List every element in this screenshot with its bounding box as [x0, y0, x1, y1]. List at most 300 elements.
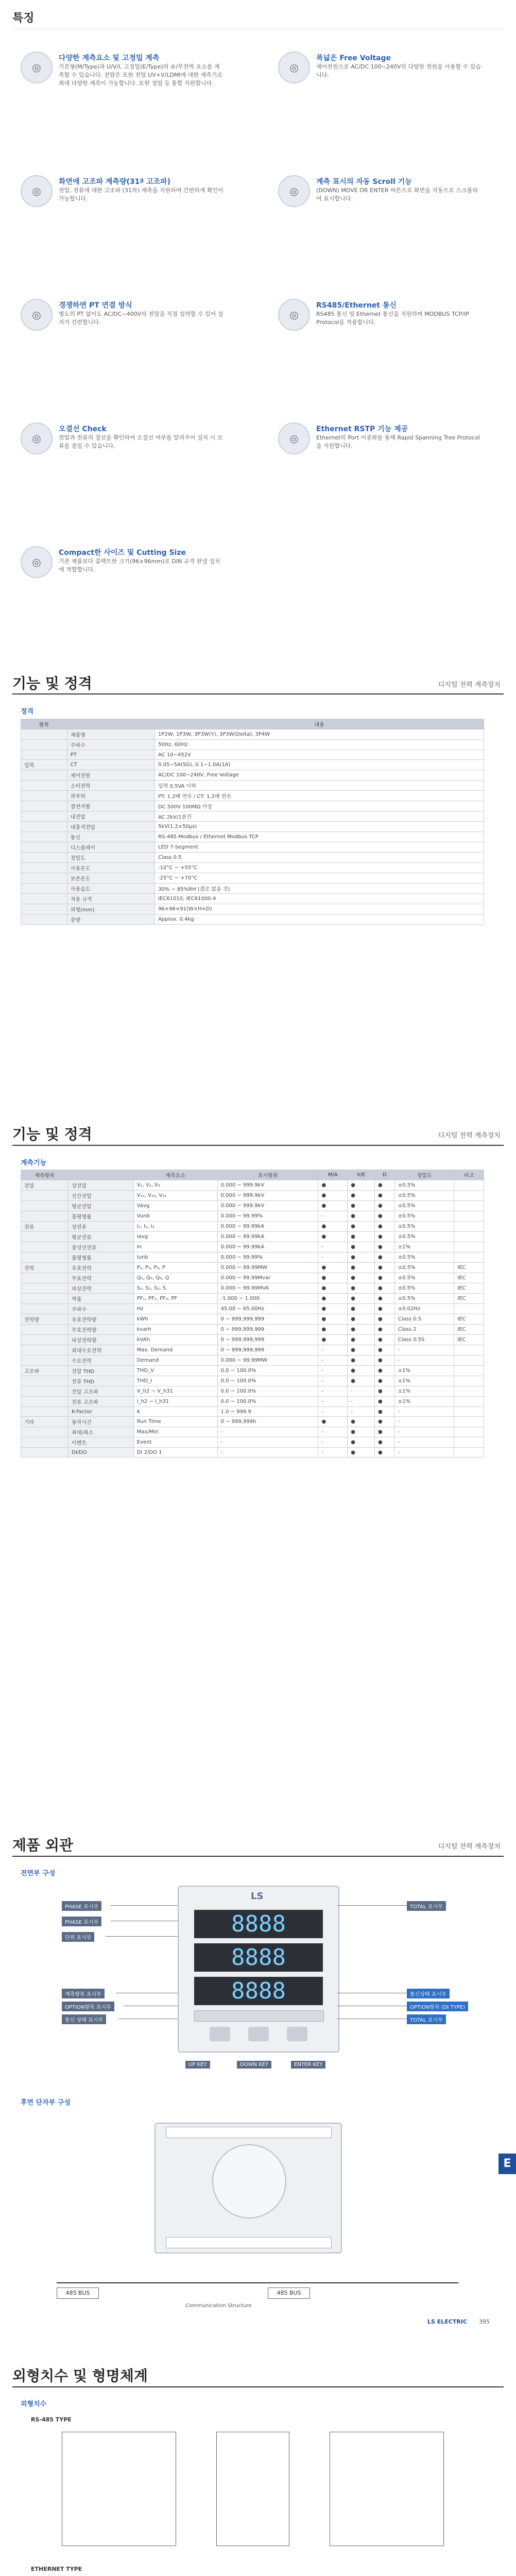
table-cell — [454, 1366, 484, 1376]
table-row — [21, 1417, 484, 1427]
table-row — [21, 1222, 484, 1232]
table-cell: ● — [318, 1263, 348, 1273]
table-cell: IEC — [454, 1263, 484, 1273]
table-cell — [21, 770, 67, 781]
type1-label: RS-485 TYPE — [31, 2416, 72, 2423]
table-cell — [454, 1407, 484, 1417]
table-header: 내용 — [155, 719, 484, 730]
table-cell: ● — [374, 1345, 394, 1355]
table-cell: ● — [318, 1294, 348, 1304]
label-up-key: UP KEY — [185, 2061, 210, 2069]
table-cell: IEC61010, IEC61000-4 — [155, 894, 484, 904]
power-icon: ◎ — [278, 52, 310, 83]
brand-footer: LS ELECTRIC — [427, 2318, 468, 2325]
table-cell — [454, 1397, 484, 1407]
table-cell: ● — [318, 1417, 348, 1427]
table-cell: 유효전력 — [68, 1263, 134, 1273]
table-cell: 제품명 — [67, 730, 154, 740]
table-cell: - — [394, 1355, 454, 1366]
table-cell — [21, 1355, 68, 1366]
table-cell: ● — [348, 1201, 375, 1211]
table-cell — [21, 1376, 68, 1386]
outline-section-divider — [12, 1856, 504, 1857]
table-cell: - — [318, 1386, 348, 1397]
table-cell: 역률 — [68, 1294, 134, 1304]
table-cell: ● — [374, 1211, 394, 1222]
table-cell: 전류 — [21, 1222, 68, 1232]
table-cell: ● — [348, 1232, 375, 1242]
table-cell: -10°C ~ +55°C — [155, 863, 484, 873]
table-cell: ● — [374, 1376, 394, 1386]
table-cell: AC/DC 100~240V, Free Voltage — [155, 770, 484, 781]
table-cell: THD_I — [133, 1376, 217, 1386]
table-cell: 96×96×91(W×H×D) — [155, 904, 484, 914]
feature-desc: RS485 통신 및 Ethernet 통신을 지원하며 MODBUS TCP/IP Protocol을 적용합니다. — [316, 311, 469, 326]
terminal-subtitle: 후면 단자부 구성 — [21, 2099, 71, 2107]
table-cell: 0 ~ 999,999,999 — [217, 1314, 318, 1325]
table-cell: 과부하 — [67, 791, 154, 801]
table-cell: ● — [374, 1294, 394, 1304]
table-cell — [21, 822, 67, 832]
table-cell — [21, 811, 67, 822]
table-cell: 0.000 ~ 99.99% — [217, 1252, 318, 1263]
feature-item — [21, 546, 500, 598]
table-cell — [21, 1448, 68, 1458]
table-cell: ● — [348, 1273, 375, 1283]
table-cell: S₁, S₂, S₃, S — [133, 1283, 217, 1294]
table-cell: ● — [348, 1335, 375, 1345]
table-cell — [21, 832, 67, 842]
table-cell: ● — [348, 1417, 375, 1427]
page-number: 395 — [479, 2318, 490, 2325]
table-cell: - — [318, 1376, 348, 1386]
label-measure-item: 계측항목 표시부 — [62, 1989, 105, 1998]
feature-title: 화면에 고조파 계측량(31ª 고조파) — [59, 178, 171, 186]
table-cell: ● — [374, 1448, 394, 1458]
table-header — [67, 719, 154, 730]
table-cell: PT: 1.2배 연속 / CT: 1.2배 연속 — [155, 791, 484, 801]
table-cell: ±0.5% — [394, 1252, 454, 1263]
measurement-table — [21, 1170, 484, 1458]
table-cell: ● — [348, 1211, 375, 1222]
leader-line-l1 — [111, 1905, 178, 1906]
up-key-button[interactable] — [210, 2027, 230, 2041]
table-cell: Event — [133, 1437, 217, 1448]
table-cell: ● — [374, 1386, 394, 1397]
table-cell — [21, 1191, 68, 1201]
bus-left-box: 485 BUS — [57, 2287, 99, 2299]
table-cell: ±0.5% — [394, 1222, 454, 1232]
table-cell: ±1% — [394, 1386, 454, 1397]
table-row — [21, 750, 484, 760]
table-cell — [454, 1201, 484, 1211]
label-comm-right: 통신상태 표시부 — [407, 1989, 450, 1998]
table-row — [21, 904, 484, 914]
table-cell: 이벤트 — [68, 1437, 134, 1448]
table-row — [21, 740, 484, 750]
table-cell: 0.000 ~ 99.99% — [217, 1211, 318, 1222]
table-cell — [21, 884, 67, 894]
table-row — [21, 1252, 484, 1263]
table-cell — [21, 894, 67, 904]
display-icon: ◎ — [21, 175, 53, 207]
table-row — [21, 884, 484, 894]
table-cell: 0.05~5A(5G), 0.1~1.0A(1A) — [155, 760, 484, 770]
table-cell: DC 500V 100MΩ 이상 — [155, 801, 484, 811]
comm-station-label: Communication Structure — [185, 2303, 252, 2309]
table-cell: 유효전력량 — [68, 1314, 134, 1325]
table-cell: 전압 — [21, 1180, 68, 1191]
table-cell: V₁, V₂, V₃ — [133, 1180, 217, 1191]
table-cell: -25°C ~ +70°C — [155, 873, 484, 884]
table-cell — [21, 1335, 68, 1345]
table-cell: ● — [374, 1335, 394, 1345]
table-cell: - — [318, 1355, 348, 1366]
table-cell: 입력 0.5VA 이하 — [155, 781, 484, 791]
table-cell: Run Time — [133, 1417, 217, 1427]
table-cell: THD_V — [133, 1366, 217, 1376]
table-cell: - — [217, 1427, 318, 1437]
table-cell: ● — [348, 1437, 375, 1448]
pt-ct-icon: ◎ — [21, 299, 53, 331]
feature-desc: Ethernet의 Port 이중화를 통해 Rapid Spanning Tree Protocol을 지원합니다. — [316, 434, 480, 449]
table-cell — [21, 781, 67, 791]
table-row — [21, 1427, 484, 1437]
table-cell: - — [318, 1397, 348, 1407]
table-cell: Max/Min — [133, 1427, 217, 1437]
table-cell: ● — [348, 1294, 375, 1304]
bus-right-box: 485 BUS — [268, 2287, 310, 2299]
down-key-button[interactable] — [248, 2027, 269, 2041]
table-cell: 불평형률 — [68, 1252, 134, 1263]
table-cell — [21, 1304, 68, 1314]
table-cell: ±0.5% — [394, 1211, 454, 1222]
table-cell — [454, 1376, 484, 1386]
table-row — [21, 1242, 484, 1252]
table-cell: 보존온도 — [67, 873, 154, 884]
table-row — [21, 1437, 484, 1448]
terminal-strip-top — [166, 2127, 332, 2138]
table-cell: Max. Demand — [133, 1345, 217, 1355]
table-cell: - — [318, 1407, 348, 1417]
table-cell: ● — [348, 1283, 375, 1294]
section-tab: E — [498, 2154, 516, 2174]
table-row — [21, 1386, 484, 1397]
table-cell: 피상전력량 — [68, 1335, 134, 1345]
table-cell — [21, 750, 67, 760]
table-cell: 상전류 — [68, 1222, 134, 1232]
table-cell: - — [318, 1242, 348, 1252]
table-cell — [21, 1397, 68, 1407]
table-cell: ● — [348, 1304, 375, 1314]
table-cell: ● — [318, 1191, 348, 1201]
table-row — [21, 1191, 484, 1201]
table-cell: 중성선전류 — [68, 1242, 134, 1252]
table-cell: 외형(mm) — [67, 904, 154, 914]
table-row — [21, 770, 484, 781]
table-row — [21, 1376, 484, 1386]
table-cell: Vavg — [133, 1201, 217, 1211]
table-cell — [454, 1345, 484, 1355]
digit-row-2: 8888 — [194, 1943, 323, 1972]
table-cell: ● — [348, 1242, 375, 1252]
table-row — [21, 1345, 484, 1355]
table-header: 표시범위 — [217, 1170, 318, 1180]
label-total-top: TOTAL 표시부 — [407, 1901, 446, 1911]
table-cell: 제어전원 — [67, 770, 154, 781]
table-row — [21, 842, 484, 853]
table-cell: K — [133, 1407, 217, 1417]
table-cell — [21, 1273, 68, 1283]
feature-desc: 전압과 전류의 결선을 확인하여 오결선 여부를 알려주어 설치 시 오류를 줄일 수 있습니다. — [59, 434, 223, 449]
func-section-divider — [12, 1145, 504, 1146]
table-cell: - — [394, 1427, 454, 1437]
table-row — [21, 1232, 484, 1242]
front-subtitle: 전면부 구성 — [21, 1870, 56, 1877]
table-cell: ±1% — [394, 1397, 454, 1407]
feature-title: RS485/Ethernet 통신 — [316, 301, 397, 310]
table-cell: ● — [348, 1427, 375, 1437]
table-cell: ● — [348, 1314, 375, 1325]
table-cell: 불평형률 — [68, 1211, 134, 1222]
table-cell: 무효전력 — [68, 1273, 134, 1283]
table-cell — [21, 801, 67, 811]
table-cell — [21, 1242, 68, 1252]
table-cell: AC 2kV/1분간 — [155, 811, 484, 822]
table-cell: ● — [374, 1366, 394, 1376]
table-cell: ● — [318, 1335, 348, 1345]
table-cell: ±0.5% — [394, 1263, 454, 1273]
indicator-strip — [194, 2010, 324, 2022]
leader-line-r1 — [337, 1905, 407, 1906]
table-cell: 전압 THD — [68, 1366, 134, 1376]
table-cell: AC 10~452V — [155, 750, 484, 760]
table-cell — [454, 1386, 484, 1397]
table-cell — [21, 914, 67, 925]
label-down-key: DOWN KEY — [237, 2061, 271, 2069]
type2-label: ETHERNET TYPE — [31, 2566, 82, 2572]
table-row — [21, 1304, 484, 1314]
table-cell: IEC — [454, 1325, 484, 1335]
table-header — [68, 1170, 134, 1180]
table-cell: ● — [374, 1417, 394, 1427]
table-row — [21, 1283, 484, 1294]
label-phase-1: PHASE 표시부 — [62, 1901, 101, 1911]
table-cell — [21, 1386, 68, 1397]
table-header: M/A — [318, 1170, 348, 1180]
table-header: 계측요소 — [133, 1170, 217, 1180]
table-cell: ● — [318, 1222, 348, 1232]
table-cell: - — [394, 1437, 454, 1448]
type1-front-drawing — [62, 2432, 176, 2546]
rating-table — [21, 719, 484, 925]
func-subtitle: 계측기능 — [21, 1159, 47, 1167]
table-cell: - — [318, 1252, 348, 1263]
table-cell: 0.000 ~ 99.99MW — [217, 1263, 318, 1273]
table-row — [21, 1201, 484, 1211]
table-row — [21, 1263, 484, 1273]
table-cell: ±0.5% — [394, 1180, 454, 1191]
table-cell: ● — [318, 1325, 348, 1335]
table-row — [21, 760, 484, 770]
table-cell: 0.000 ~ 99.99Mvar — [217, 1273, 318, 1283]
feature-item — [278, 299, 516, 350]
table-cell — [21, 842, 67, 853]
table-cell: - — [318, 1427, 348, 1437]
table-row — [21, 1294, 484, 1304]
table-row — [21, 730, 484, 740]
label-enter-key: ENTER KEY — [291, 2061, 325, 2069]
table-cell: ±0.5% — [394, 1283, 454, 1294]
table-cell: CT — [67, 760, 154, 770]
table-cell — [454, 1222, 484, 1232]
spec-section-right: 디지털 전력 계측장치 — [438, 681, 501, 689]
table-cell: IEC — [454, 1314, 484, 1325]
table-cell: 무효전력량 — [68, 1325, 134, 1335]
table-cell: 0.000 ~ 99.99kA — [217, 1242, 318, 1252]
feature-desc: 기본형(M/Type)과 U/V/I, 고정밀(E/Type)의 유/무전력 요소를 계측할 수 있습니다. 전압은 또한 전압 UV+V/LDMI에 대한 계측기로 최대 다양한 계측이 가능합니다. 또한 정밀 등 통합 지원합니다. — [59, 63, 222, 87]
table-cell: LED 7-Segment — [155, 842, 484, 853]
table-cell — [21, 1201, 68, 1211]
table-cell: V₁₂, V₂₃, V₃₁ — [133, 1191, 217, 1201]
table-cell — [21, 1407, 68, 1417]
feature-title: 다양한 계측요소 및 고정밀 계측 — [59, 54, 160, 62]
dimension-divider — [12, 2386, 504, 2387]
table-cell — [21, 1294, 68, 1304]
table-cell: 전력 — [21, 1263, 68, 1273]
table-cell: PT — [67, 750, 154, 760]
table-cell: IEC — [454, 1335, 484, 1345]
table-cell: kWh — [133, 1314, 217, 1325]
outline-section-right: 디지털 전력 계측장치 — [438, 1843, 501, 1851]
table-cell: ● — [318, 1232, 348, 1242]
outline-section-title: 제품 외관 — [12, 1837, 73, 1854]
table-cell — [21, 1437, 68, 1448]
table-row — [21, 1366, 484, 1376]
table-cell — [454, 1252, 484, 1263]
rear-circle — [212, 2144, 286, 2218]
table-cell: 5kV(1.2×50μs) — [155, 822, 484, 832]
table-cell: 평균전압 — [68, 1201, 134, 1211]
table-cell: I₁, I₂, I₃ — [133, 1222, 217, 1232]
table-cell: 사용온도 — [67, 863, 154, 873]
table-cell — [454, 1448, 484, 1458]
table-cell: 선간전압 — [68, 1191, 134, 1201]
table-cell: 사용습도 — [67, 884, 154, 894]
rear-terminal-device — [154, 2123, 342, 2253]
table-cell: Class 0.5S — [394, 1335, 454, 1345]
table-cell: - — [318, 1437, 348, 1448]
table-cell — [21, 1427, 68, 1437]
table-cell: DI/DO — [68, 1448, 134, 1458]
table-header: 비고 — [454, 1170, 484, 1180]
table-row — [21, 801, 484, 811]
table-cell: ● — [348, 1191, 375, 1201]
table-cell — [21, 1252, 68, 1263]
table-cell: 적용 규격 — [67, 894, 154, 904]
dimension-subtitle: 외형치수 — [21, 2400, 47, 2408]
table-cell: ● — [374, 1180, 394, 1191]
table-cell — [21, 1283, 68, 1294]
table-cell: ● — [348, 1448, 375, 1458]
table-cell — [454, 1191, 484, 1201]
front-panel-device — [178, 1886, 339, 2053]
table-cell: 동작시간 — [68, 1417, 134, 1427]
table-cell — [21, 1325, 68, 1335]
table-cell: V_h2 ~ V_h31 — [133, 1386, 217, 1397]
table-cell: ±1% — [394, 1242, 454, 1252]
table-header: 항목 — [21, 719, 67, 730]
table-cell: 절연저항 — [67, 801, 154, 811]
table-cell: I_h2 ~ I_h31 — [133, 1397, 217, 1407]
table-cell: - — [394, 1407, 454, 1417]
table-cell: ±0.5% — [394, 1191, 454, 1201]
table-cell: 기타 — [21, 1417, 68, 1427]
table-cell: ● — [374, 1314, 394, 1325]
table-cell: Vunb — [133, 1211, 217, 1222]
table-header: V/E — [348, 1170, 375, 1180]
table-header: 계측항목 — [21, 1170, 68, 1180]
table-row — [21, 853, 484, 863]
table-cell: ±0.5% — [394, 1232, 454, 1242]
bus-line — [57, 2282, 458, 2283]
table-cell: - — [318, 1345, 348, 1355]
comm-icon: ◎ — [278, 299, 310, 331]
table-cell: - — [318, 1448, 348, 1458]
table-cell: ● — [318, 1283, 348, 1294]
terminal-strip-bottom — [166, 2237, 332, 2248]
auto-icon: ◎ — [278, 175, 310, 207]
table-cell: ● — [374, 1252, 394, 1263]
table-cell: ±1% — [394, 1366, 454, 1376]
table-cell: 피상전력 — [68, 1283, 134, 1294]
table-row — [21, 1211, 484, 1222]
table-cell: ±0.5% — [394, 1201, 454, 1211]
table-cell — [454, 1180, 484, 1191]
table-cell — [454, 1232, 484, 1242]
table-cell: 정밀도 — [67, 853, 154, 863]
table-cell: Class 0.5 — [155, 853, 484, 863]
feature-item — [278, 422, 516, 474]
feature-item — [278, 175, 516, 227]
table-cell: ● — [348, 1180, 375, 1191]
table-cell: ● — [348, 1355, 375, 1366]
table-cell: 0.0 ~ 100.0% — [217, 1386, 318, 1397]
spec-section-divider — [12, 693, 504, 694]
table-cell: 0.000 ~ 99.99MW — [217, 1355, 318, 1366]
table-cell: 1P2W, 1P3W, 3P3W(Y), 3P3W(Delta), 3P4W — [155, 730, 484, 740]
table-cell: 전류 고조파 — [68, 1397, 134, 1407]
table-cell: 디스플레이 — [67, 842, 154, 853]
table-cell: RS-485 Modbus / Ethernet Modbus TCP — [155, 832, 484, 842]
table-cell: 상전압 — [68, 1180, 134, 1191]
enter-key-button[interactable] — [287, 2027, 307, 2041]
table-cell — [21, 1232, 68, 1242]
table-cell: ● — [374, 1437, 394, 1448]
table-cell: ● — [348, 1345, 375, 1355]
table-cell — [454, 1355, 484, 1366]
table-row — [21, 781, 484, 791]
label-option-di: OPTION항목 (DI TYPE) — [407, 2002, 468, 2011]
features-title: 특징 — [12, 12, 35, 25]
table-row — [21, 832, 484, 842]
table-cell: ● — [374, 1242, 394, 1252]
feature-item — [278, 52, 516, 103]
table-cell: 고조파 — [21, 1366, 68, 1376]
table-cell: ● — [348, 1376, 375, 1386]
table-cell: ±0.5% — [394, 1294, 454, 1304]
table-row — [21, 863, 484, 873]
